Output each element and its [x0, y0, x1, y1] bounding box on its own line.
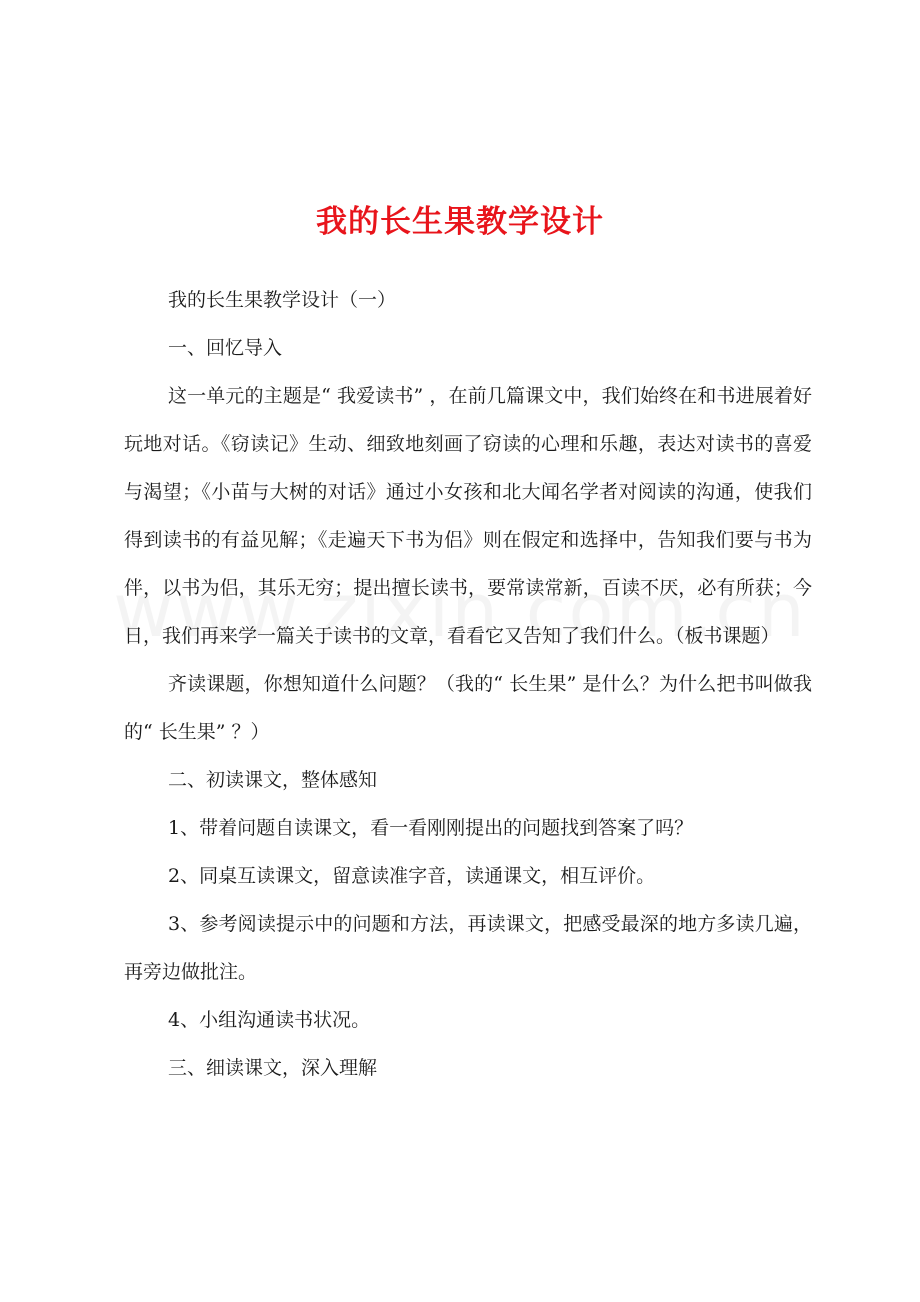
section-heading: 我的长生果教学设计（一） — [168, 289, 397, 311]
document-title: 我的长生果教学设计 — [316, 204, 604, 240]
list-item: 4、小组沟通读书状况。 — [168, 1009, 371, 1031]
body-paragraph: 齐读课题，你想知道什么问题？（我的“ 长生果” 是什么？为什么把书叫做我的“ 长生果” ？） — [124, 673, 812, 743]
list-item: 1、带着问题自读课文，看一看刚刚提出的问题找到答案了吗？ — [168, 817, 694, 839]
list-item: 3、参考阅读提示中的问题和方法，再读课文，把感受最深的地方多读几遍，再旁边做批注。 — [124, 913, 812, 983]
list-item: 2、同桌互读课文，留意读准字音，读通课文，相互评价。 — [168, 865, 656, 887]
section-heading: 一、回忆导入 — [168, 337, 283, 359]
document-body — [124, 276, 812, 1092]
section-heading: 三、细读课文，深入理解 — [168, 1057, 378, 1079]
body-paragraph: 这一单元的主题是“ 我爱读书” ，在前几篇课文中，我们始终在和书进展着好玩地对话。《窃读记》生动、细致地刻画了窃读的心理和乐趣，表达对读书的喜爱与渴望；《小苗与大树的对话》通过小女孩和北大闻名学者对阅读的沟通，使我们得到读书的有益见解；《走遍天下书为侣》则在假定和选择中，告知我们要与书为伴，以书为侣，其乐无穷；提出擅长读书，要常读常新，百读不厌，必有所获；今日，我们再来学一篇关于读书的文章，看看它又告知了我们什么。（板书课题） — [124, 385, 812, 647]
section-heading: 二、初读课文，整体感知 — [168, 769, 378, 791]
